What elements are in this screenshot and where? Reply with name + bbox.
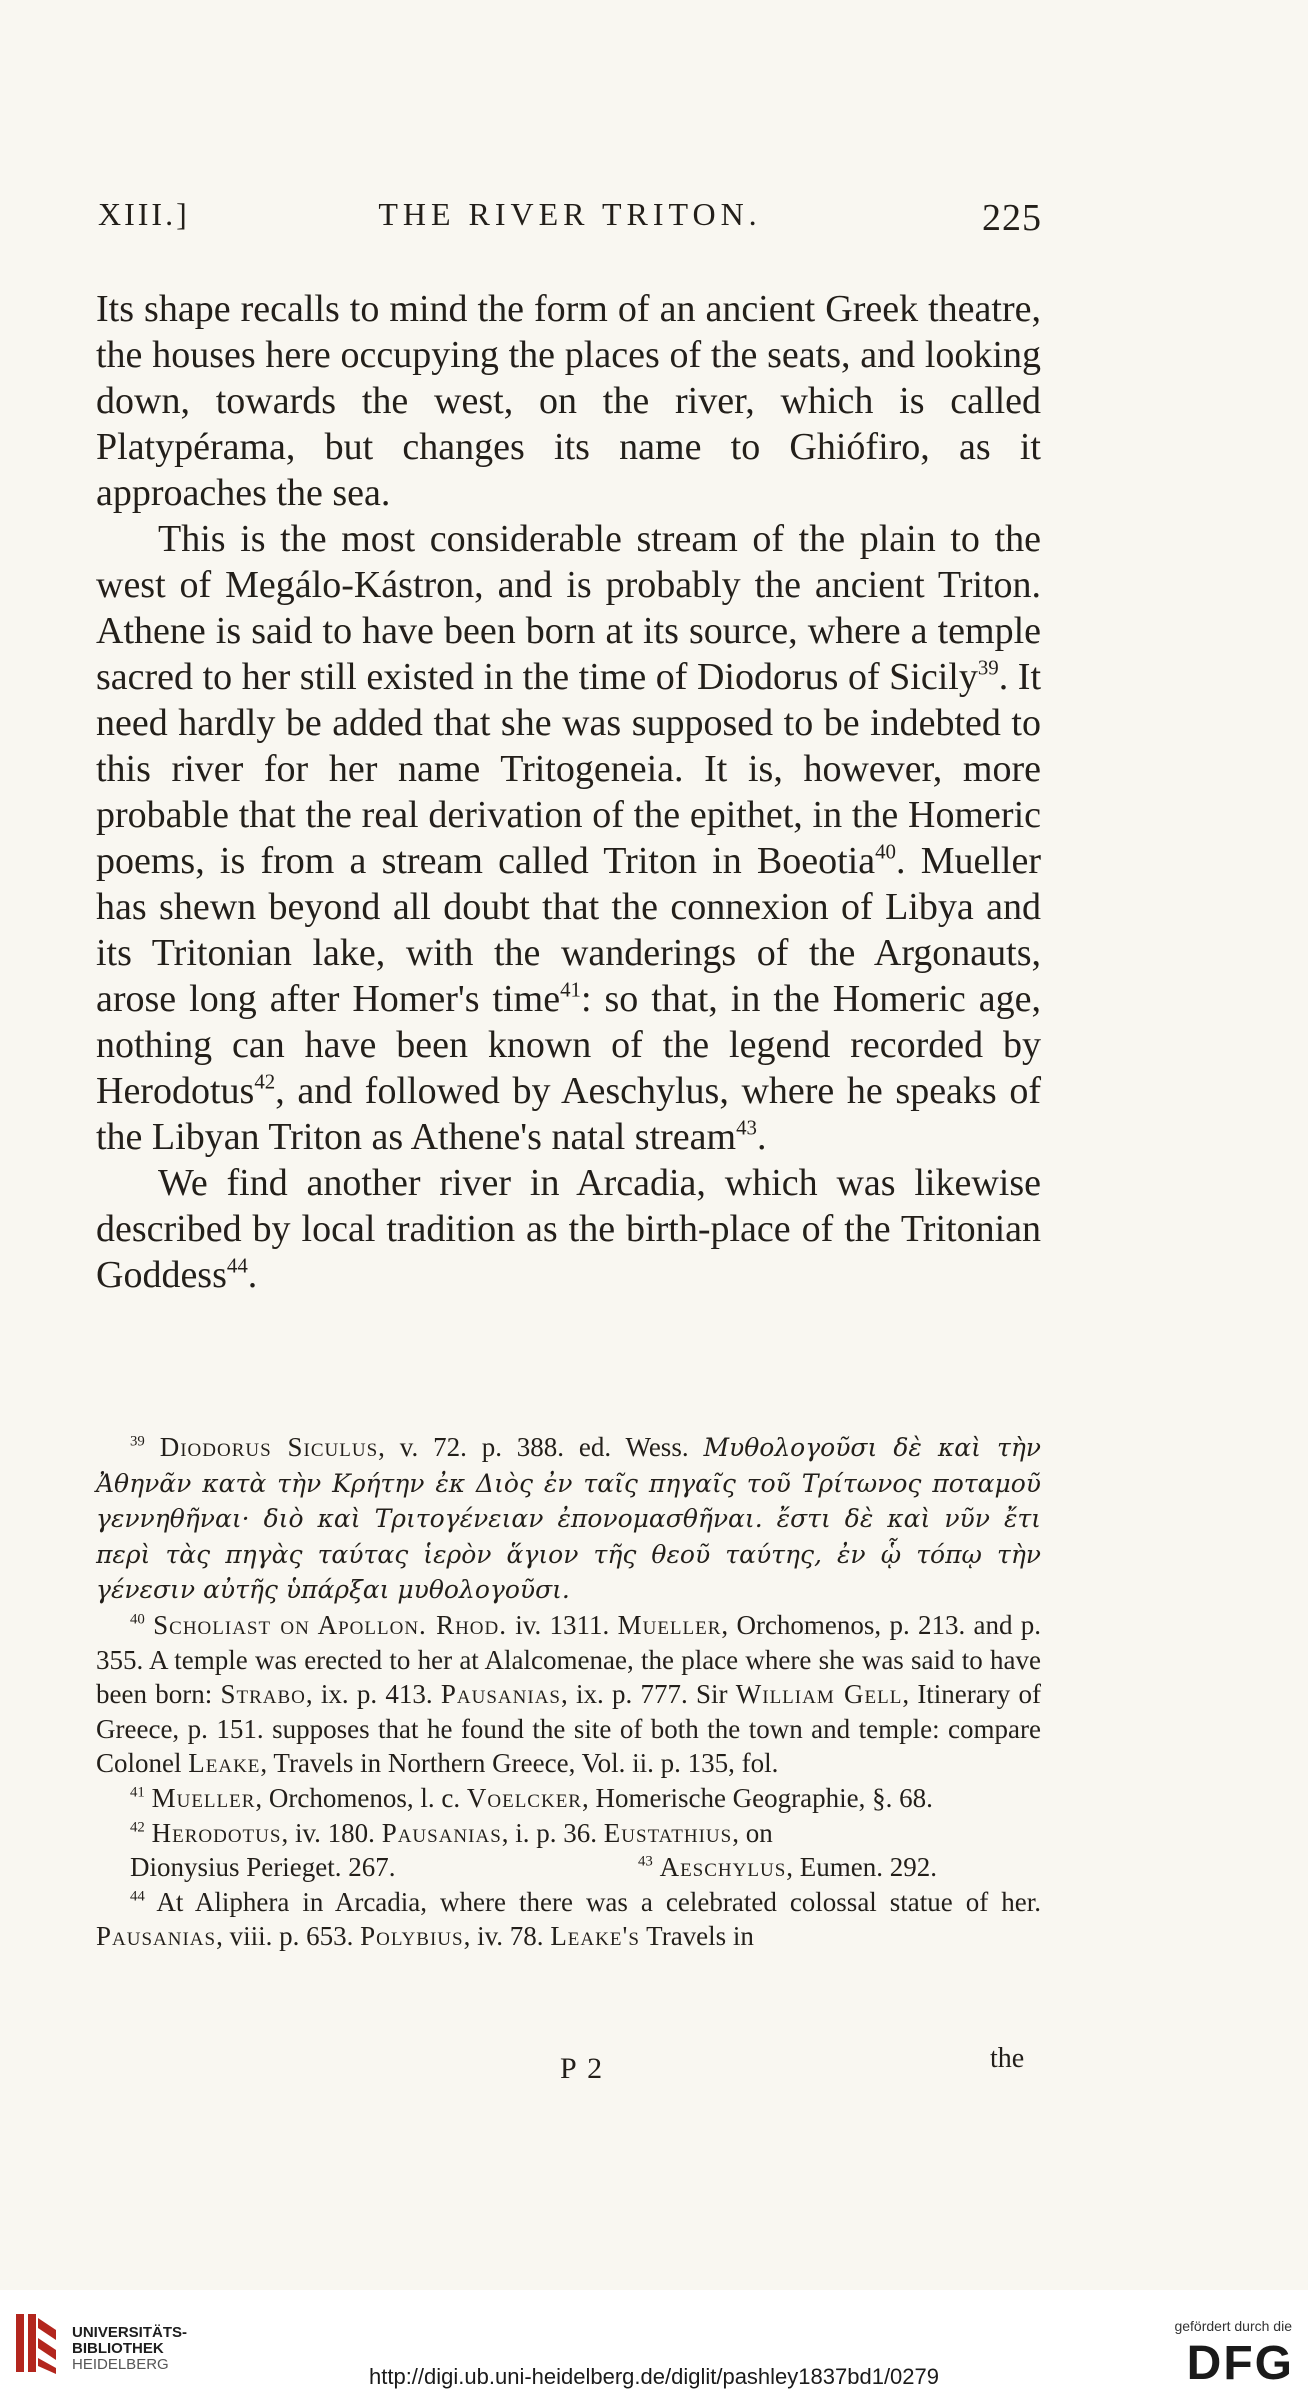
institution-line-1: UNIVERSITÄTS-: [72, 2324, 188, 2341]
footnote-author: Pausanias: [440, 1679, 561, 1710]
footnote-text: , on: [732, 1817, 773, 1848]
footnote-text: , Itinerary of Greece, p. 151. supposes that he found the site of both the town and temple: compare Colonel: [96, 1679, 1041, 1779]
footnote-43: [638, 1850, 1041, 1885]
paragraph-2: [96, 516, 1041, 1160]
footnote-author: Eustathius: [603, 1817, 733, 1848]
footnote-text: , viii. p. 653.: [216, 1921, 361, 1952]
page-number: 225: [982, 197, 1042, 239]
footnote-text: , iv. 180.: [281, 1817, 382, 1848]
footnote-text: , Travels in Northern Greece, Vol. ii. p. 135, fol.: [260, 1748, 779, 1779]
footnote-author: Leake: [188, 1748, 261, 1779]
chapter-number: XIII.]: [98, 196, 190, 232]
footnote-author: Mueller: [617, 1609, 722, 1640]
footnote-number: 40: [130, 1611, 145, 1628]
footnote-text: , iv. 78.: [463, 1921, 551, 1952]
dfg-logo: DFG: [1186, 2337, 1294, 2390]
footnote-text: iv. 1311.: [507, 1609, 618, 1640]
footnote-text: , ix. p. 413.: [305, 1679, 441, 1710]
paragraph-2-text-a: This is the most considerable stream of the plain to the west of Megálo-Kástron, and is probably the ancient Triton. Athene is said to have been born at its source, where a temple sacred to her still existed in the time of Diodorus of Sicily: [96, 518, 1041, 698]
footnote-author: Diodorus Siculus: [159, 1432, 379, 1462]
footnotes: [96, 1430, 1041, 1954]
paragraph-1: [96, 286, 1041, 516]
footnote-ref-41[interactable]: 41: [560, 977, 581, 1002]
footnote-40: [96, 1608, 1041, 1781]
paragraph-2-text-d: : so that, in the Homeric age, nothing can have been known of the legend recorded by Herodotus: [96, 978, 1041, 1112]
footnote-ref-42[interactable]: 42: [254, 1069, 276, 1094]
paragraph-2-text-c: . Mueller has shewn beyond all doubt that the connexion of Libya and its Tritonian lake, with the wanderings of the Argonauts, arose long after Homer's time: [96, 840, 1041, 1020]
institution-line-2: BIBLIOTHEK: [72, 2340, 164, 2357]
paragraph-3-text-b: .: [247, 1254, 258, 1296]
footnote-44: [96, 1885, 1041, 1954]
footnote-text: , Orchomenos, p. 213. and p. 355. A temple was erected to her at Alalcomenae, the place where she was said to have been born:: [96, 1609, 1042, 1710]
footnote-author: Polybius: [360, 1921, 464, 1952]
footnote-author: Herodotus: [151, 1817, 282, 1848]
footnote-text: , i. p. 36.: [501, 1817, 604, 1848]
footnote-number: 41: [130, 1784, 145, 1801]
paragraph-2-text-f: .: [756, 1116, 767, 1158]
footnote-author: Voelcker: [466, 1782, 582, 1813]
footnote-text: Dionysius Perieget. 267.: [130, 1852, 396, 1883]
paragraph-2-text-b: . It need hardly be added that she was supposed to be indebted to this river for her name Tritogeneia. It is, however, more probable that the real derivation of the epithet, in the Homeric poems, is from a stream called Triton in Boeotia: [96, 656, 1042, 882]
footnote-ref-44[interactable]: 44: [226, 1253, 248, 1278]
institution-line-3: HEIDELBERG: [72, 2356, 169, 2373]
permalink-url[interactable]: http://digi.ub.uni-heidelberg.de/diglit/pashley1837bd1/0279: [369, 2364, 939, 2389]
footnote-number: 39: [130, 1433, 145, 1450]
footnote-39: [96, 1430, 1041, 1608]
footnote-reference: , v. 72. p. 388. ed. Wess.: [378, 1432, 704, 1462]
footnote-text: , Eumen. 292.: [786, 1852, 937, 1883]
catchword: the: [990, 2043, 1025, 2074]
footnote-author: Pausanias: [381, 1817, 502, 1848]
paragraph-1-text: Its shape recalls to mind the form of an ancient Greek theatre, the houses here occupying the places of the seats, and looking down, towards the west, on the river, which is called Platypérama, but changes its name to Ghiófiro, as it approaches the sea.: [96, 288, 1041, 514]
footnote-author: William Gell: [735, 1679, 903, 1710]
running-head: [98, 196, 1042, 244]
footnote-ref-40[interactable]: 40: [875, 839, 896, 864]
footnote-ref-39[interactable]: 39: [977, 655, 999, 680]
footnote-author: Pausanias: [96, 1921, 217, 1952]
footnote-author: Strabo: [220, 1679, 306, 1710]
footnote-author: Mueller: [151, 1782, 256, 1813]
signature-mark: P 2: [560, 2052, 605, 2085]
footnote-author: Aeschylus: [659, 1852, 787, 1883]
funded-by-label: gefördert durch die: [1174, 2318, 1292, 2334]
paragraph-2-text-e: , and followed by Aeschylus, where he speaks of the Libyan Triton as Athene's natal stream: [96, 1070, 1041, 1158]
footnote-text: , Homerische Geographie, §. 68.: [581, 1782, 933, 1813]
footnote-text: , ix. p. 777. Sir: [561, 1679, 736, 1710]
main-text: [96, 286, 1041, 1298]
footnote-42: [96, 1816, 1041, 1851]
footnote-author: Scholiast on Apollon. Rhod.: [153, 1609, 507, 1640]
running-title: THE RIVER TRITON.: [378, 196, 762, 232]
footnote-text: , Orchomenos, l. c.: [255, 1782, 467, 1813]
footnote-number: 42: [130, 1819, 145, 1836]
footnote-42-43-line: [96, 1850, 1041, 1885]
paragraph-3-text-a: We find another river in Arcadia, which was likewise described by local tradition as the birth-place of the Tritonian Goddess: [96, 1162, 1041, 1296]
footnote-text: Travels in: [639, 1921, 754, 1952]
footnote-41: [96, 1781, 1041, 1816]
footnote-author: Leake's: [550, 1921, 640, 1952]
footnote-ref-43[interactable]: 43: [736, 1115, 757, 1140]
footnote-number: 43: [637, 1853, 653, 1870]
footnote-number: 44: [130, 1888, 145, 1905]
paragraph-3: [96, 1160, 1041, 1298]
greek-quotation: Μυθολογοῦσι δὲ καὶ τὴν Ἀθηνᾶν κατὰ τὴν Κρήτην ἐκ Διὸς ἐν ταῖς πηγαῖς τοῦ Τρίτωνος ποταμοῦ γεννηθῆναι· διὸ καὶ Τριτογένειαν ἐπονομασθῆναι. ἔστι δὲ καὶ νῦν ἔτι περὶ τὰς πηγὰς ταύτας ἱερὸν ἅγιον τῆς θεοῦ ταύτης, ἐν ᾧ τόπῳ τὴν γένεσιν αὐτῆς ὑπάρξαι μυθολογοῦσι.: [96, 1433, 1041, 1605]
footnote-text: At Aliphera in Arcadia, where there was a celebrated colossal statue of her.: [156, 1886, 1042, 1917]
